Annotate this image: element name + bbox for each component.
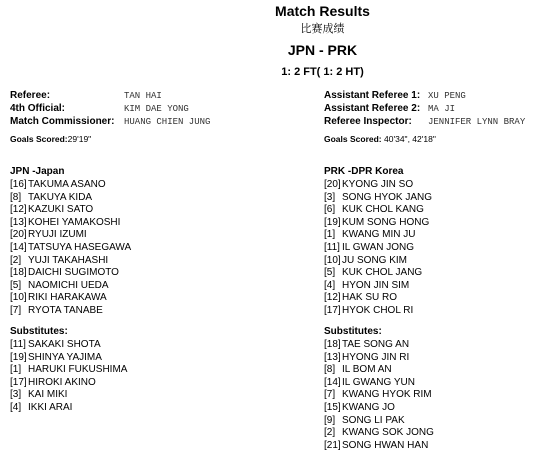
player-number: [17] xyxy=(10,376,27,388)
referee-inspector-label: Referee Inspector: xyxy=(324,116,412,127)
list-item xyxy=(324,229,432,242)
list-item xyxy=(10,292,131,305)
away-goals-value: 40'34", 42'18" xyxy=(384,134,436,144)
player-name: IL GWAN JONG xyxy=(342,241,415,253)
player-name: KWANG HYOK RIM xyxy=(342,389,432,401)
referee-label: Referee: xyxy=(10,90,51,101)
player-number: [10] xyxy=(10,292,27,304)
player-name: SONG LI PAK xyxy=(342,414,405,426)
list-item xyxy=(10,352,127,365)
list-item xyxy=(10,377,127,390)
player-name: DAICHI SUGIMOTO xyxy=(28,267,119,279)
player-name: HAK SU RO xyxy=(342,292,398,304)
fourth-official-label: 4th Official: xyxy=(10,103,66,114)
match-teams: JPN - PRK xyxy=(287,42,358,58)
player-name: YUJI TAKAHASHI xyxy=(28,254,109,266)
player-number: [11] xyxy=(10,339,26,350)
home-substitutes xyxy=(10,339,127,415)
player-name: TATSUYA HASEGAWA xyxy=(28,241,132,253)
list-item xyxy=(324,427,434,440)
player-name: KUK CHOL JANG xyxy=(342,267,423,279)
player-name: KUM SONG HONG xyxy=(342,216,430,228)
player-number: [19] xyxy=(10,351,27,363)
player-number: [3] xyxy=(324,191,336,203)
player-name: TAKUYA KIDA xyxy=(28,191,93,203)
player-number: [20] xyxy=(10,229,27,241)
player-number: [9] xyxy=(324,414,336,426)
home-substitutes-title: Substitutes: xyxy=(10,326,68,337)
player-number: [4] xyxy=(10,401,22,413)
list-item xyxy=(10,229,131,242)
away-lineup xyxy=(324,179,432,318)
list-item xyxy=(324,267,432,280)
player-number: [18] xyxy=(324,339,341,350)
list-item xyxy=(324,255,432,268)
home-goals-scored xyxy=(10,134,91,144)
list-item xyxy=(324,352,434,365)
player-number: [11] xyxy=(324,241,340,253)
page-subtitle: 比赛成绩 xyxy=(300,23,345,35)
player-number: [6] xyxy=(324,204,336,216)
player-name: HYONG JIN RI xyxy=(342,351,410,363)
player-name: HARUKI FUKUSHIMA xyxy=(28,364,128,376)
player-name: KUK CHOL KANG xyxy=(342,204,424,216)
list-item xyxy=(324,204,432,217)
list-item xyxy=(10,179,131,192)
away-goals-scored xyxy=(324,134,436,144)
referee-value: TAN HAI xyxy=(124,91,162,101)
player-number: [14] xyxy=(10,241,27,253)
player-name: RIKI HARAKAWA xyxy=(28,292,107,304)
list-item xyxy=(324,179,432,192)
away-team-title: PRK -DPR Korea xyxy=(324,166,404,177)
player-name: RYUJI IZUMI xyxy=(28,229,87,241)
home-goals-label: Goals Scored: xyxy=(10,134,68,144)
match-score: 1: 2 FT( 1: 2 HT) xyxy=(281,66,364,78)
player-number: [8] xyxy=(10,191,22,203)
player-number: [2] xyxy=(324,427,336,439)
list-item xyxy=(10,305,131,318)
list-item xyxy=(10,255,131,268)
match-commissioner-value: HUANG CHIEN JUNG xyxy=(124,117,211,127)
player-number: [19] xyxy=(324,216,341,228)
player-number: [8] xyxy=(324,364,336,376)
assistant-referee-1-label: Assistant Referee 1: xyxy=(324,90,421,101)
match-commissioner-label: Match Commissioner: xyxy=(10,116,115,127)
list-item xyxy=(324,440,434,453)
player-number: [10] xyxy=(324,254,341,266)
player-number: [2] xyxy=(10,254,22,266)
list-item xyxy=(324,192,432,205)
player-name: SHINYA YAJIMA xyxy=(28,351,102,363)
player-number: [5] xyxy=(10,279,22,291)
list-item xyxy=(324,292,432,305)
page-title: Match Results xyxy=(275,3,370,19)
player-number: [1] xyxy=(324,229,336,241)
player-name: IL BOM AN xyxy=(342,364,392,376)
player-number: [13] xyxy=(10,216,27,228)
player-name: KAI MIKI xyxy=(28,389,68,401)
player-name: KWANG SOK JONG xyxy=(342,427,434,439)
list-item xyxy=(10,339,127,352)
player-number: [1] xyxy=(10,364,22,376)
list-item xyxy=(10,364,127,377)
player-name: KOHEI YAMAKOSHI xyxy=(28,216,121,228)
away-goals-label: Goals Scored: xyxy=(324,134,382,144)
list-item xyxy=(10,242,131,255)
referee-inspector-value: JENNIFER LYNN BRAY xyxy=(428,117,526,127)
list-item xyxy=(10,267,131,280)
away-substitutes-title: Substitutes: xyxy=(324,326,382,337)
player-name: KYONG JIN SO xyxy=(342,179,414,190)
list-item xyxy=(324,377,434,390)
list-item xyxy=(324,305,432,318)
away-substitutes xyxy=(324,339,434,452)
player-name: IKKI ARAI xyxy=(28,401,73,413)
list-item xyxy=(10,192,131,205)
player-number: [14] xyxy=(324,376,341,388)
player-number: [13] xyxy=(324,351,341,363)
player-number: [15] xyxy=(324,401,341,413)
home-goals-value: 29'19" xyxy=(67,134,92,144)
player-number: [17] xyxy=(324,304,341,316)
player-number: [16] xyxy=(10,179,27,190)
player-number: [12] xyxy=(324,292,341,304)
player-name: SAKAKI SHOTA xyxy=(28,339,101,350)
player-number: [4] xyxy=(324,279,336,291)
player-name: SONG HWAN HAN xyxy=(342,439,429,451)
list-item xyxy=(324,389,434,402)
player-name: KWANG JO xyxy=(342,401,395,413)
player-name: NAOMICHI UEDA xyxy=(28,279,109,291)
player-number: [18] xyxy=(10,267,27,279)
player-number: [12] xyxy=(10,204,27,216)
list-item xyxy=(324,415,434,428)
assistant-referee-2-value: MA JI xyxy=(428,104,456,114)
player-name: HYOK CHOL RI xyxy=(342,304,414,316)
player-number: [20] xyxy=(324,179,341,190)
player-name: HYON JIN SIM xyxy=(342,279,410,291)
list-item xyxy=(324,242,432,255)
fourth-official-value: KIM DAE YONG xyxy=(124,104,189,114)
assistant-referee-1-value: XU PENG xyxy=(428,91,466,101)
list-item xyxy=(324,364,434,377)
player-name: HIROKI AKINO xyxy=(28,376,96,388)
list-item xyxy=(324,280,432,293)
player-number: [7] xyxy=(10,304,22,316)
list-item xyxy=(10,402,127,415)
player-name: JU SONG KIM xyxy=(342,254,408,266)
assistant-referee-2-label: Assistant Referee 2: xyxy=(324,103,421,114)
list-item xyxy=(10,204,131,217)
list-item xyxy=(10,217,131,230)
player-name: IL GWANG YUN xyxy=(342,376,415,388)
list-item xyxy=(10,389,127,402)
player-number: [5] xyxy=(324,267,336,279)
list-item xyxy=(324,402,434,415)
player-name: RYOTA TANABE xyxy=(28,304,103,316)
list-item xyxy=(324,217,432,230)
player-name: SONG HYOK JANG xyxy=(342,191,433,203)
home-team-title: JPN -Japan xyxy=(10,166,65,177)
player-name: TAKUMA ASANO xyxy=(28,179,106,190)
list-item xyxy=(10,280,131,293)
player-name: KAZUKI SATO xyxy=(28,204,94,216)
player-number: [21] xyxy=(324,439,341,451)
player-number: [7] xyxy=(324,389,336,401)
home-lineup xyxy=(10,179,131,318)
list-item xyxy=(324,339,434,352)
player-name: KWANG MIN JU xyxy=(342,229,416,241)
player-number: [3] xyxy=(10,389,22,401)
player-name: TAE SONG AN xyxy=(342,339,410,350)
